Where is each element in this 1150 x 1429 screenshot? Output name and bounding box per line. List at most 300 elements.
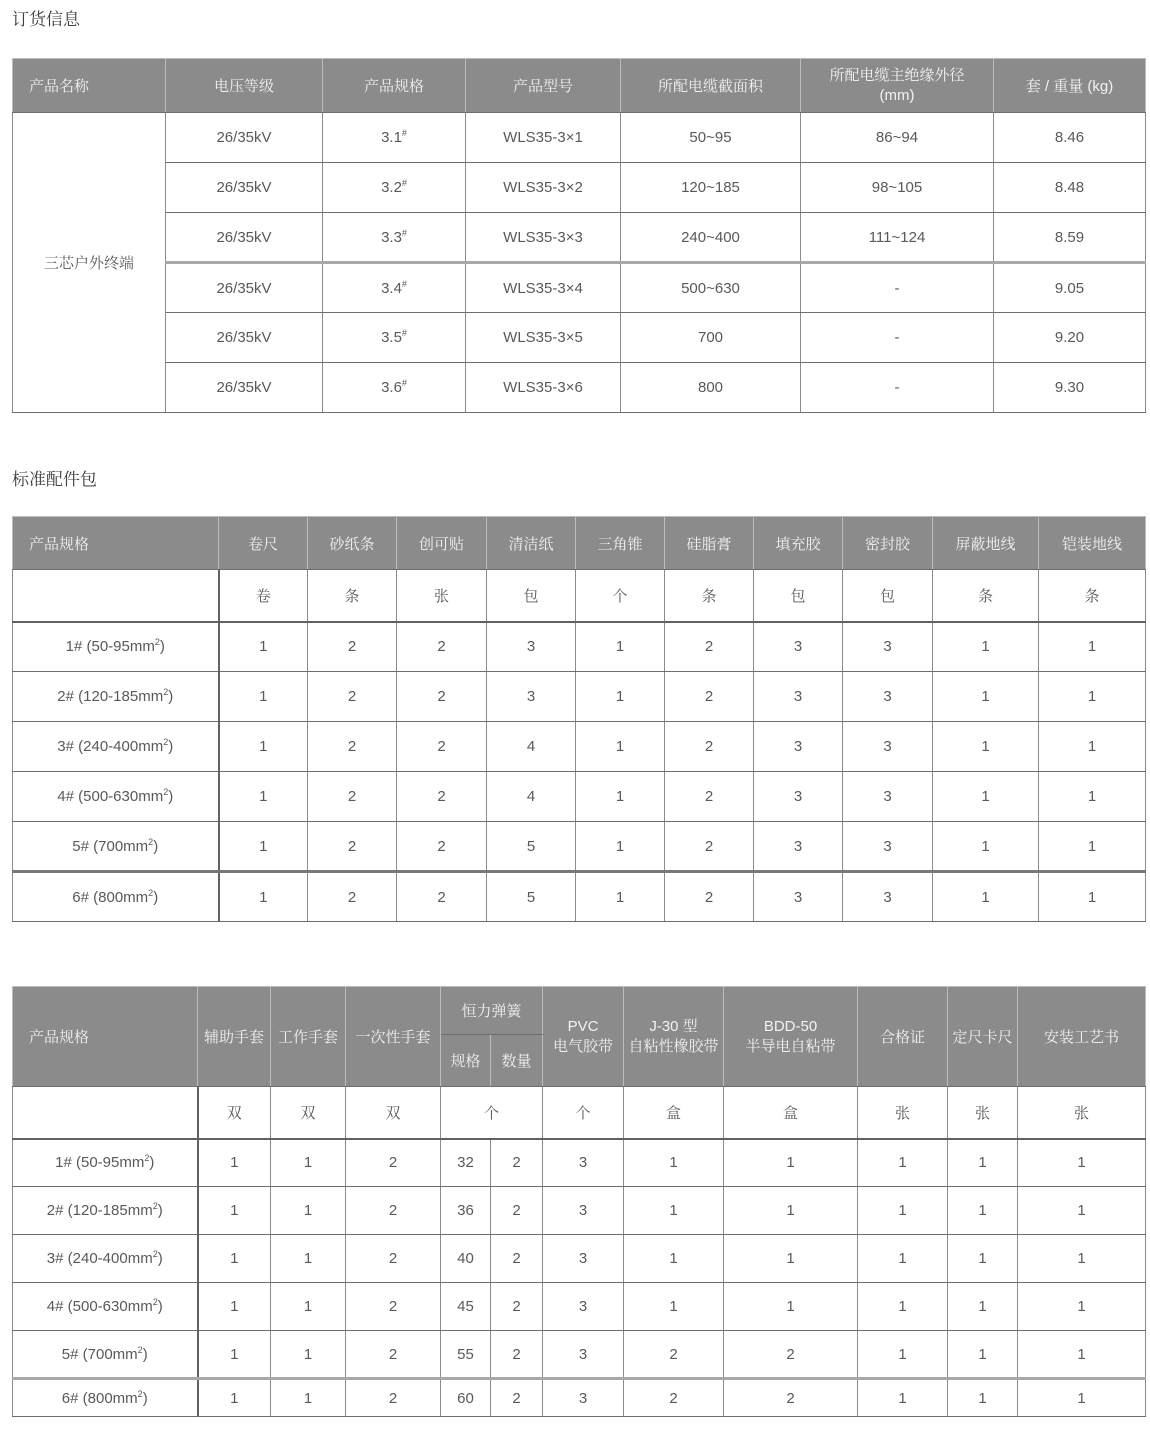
- value-cell: 1: [933, 822, 1039, 872]
- unit-cell: 双: [346, 1087, 441, 1139]
- table-row: [13, 1283, 1146, 1331]
- row-label: [13, 622, 219, 672]
- label-text: 5# (700mm: [61, 1345, 138, 1363]
- value-cell: 55: [441, 1331, 491, 1379]
- value-cell: 98~105: [801, 163, 994, 213]
- value-cell: 1: [933, 672, 1039, 722]
- value-cell: 1: [933, 622, 1039, 672]
- value-cell: 8.46: [994, 113, 1146, 163]
- col-header-work-gloves: 工作手套: [271, 987, 346, 1087]
- row-label: [13, 772, 219, 822]
- value-cell: 1: [1018, 1187, 1146, 1235]
- value-cell: 2: [491, 1139, 543, 1187]
- header-line1: PVC: [567, 1018, 599, 1035]
- value-cell: 1: [933, 772, 1039, 822]
- unit-cell: 盒: [724, 1087, 858, 1139]
- spec-superscript: #: [401, 128, 407, 138]
- value-cell: [323, 313, 466, 363]
- value-cell: 1: [576, 672, 665, 722]
- spec-superscript: #: [401, 227, 407, 238]
- table-row: [13, 163, 1146, 213]
- label-superscript: 2: [163, 737, 169, 747]
- value-cell: 1: [858, 1379, 948, 1417]
- value-cell: 3: [754, 872, 843, 922]
- header-row: [13, 517, 1146, 570]
- value-cell: 2: [397, 872, 487, 922]
- value-cell: 1: [219, 772, 308, 822]
- value-cell: 1: [948, 1235, 1018, 1283]
- value-cell: 1: [219, 872, 308, 922]
- label-text: ): [142, 1345, 148, 1363]
- value-cell: 3: [543, 1331, 624, 1379]
- col-header-cleaning-paper: 清洁纸: [487, 517, 576, 570]
- value-cell: 5: [487, 822, 576, 872]
- value-cell: 2: [665, 822, 754, 872]
- value-cell: 2: [346, 1283, 441, 1331]
- spec-base: 3.6: [381, 379, 402, 396]
- value-cell: WLS35-3×4: [466, 263, 621, 313]
- label-text: 3# (240-400mm: [46, 1250, 153, 1267]
- header-line2: 半导电自粘带: [745, 1037, 836, 1055]
- value-cell: 2: [308, 672, 397, 722]
- value-cell: 120~185: [621, 163, 801, 213]
- section-gap: [12, 922, 1145, 986]
- value-cell: 1: [1039, 722, 1146, 772]
- value-cell: 1: [1039, 822, 1146, 872]
- value-cell: 2: [624, 1379, 724, 1417]
- label-text: 3# (240-400mm: [57, 738, 164, 755]
- header-line1: BDD-50: [763, 1018, 818, 1035]
- value-cell: 2: [346, 1331, 441, 1379]
- value-cell: 3: [843, 622, 933, 672]
- value-cell: 2: [308, 822, 397, 872]
- value-cell: 111~124: [801, 213, 994, 263]
- unit-cell: 包: [754, 570, 843, 622]
- value-cell: 1: [624, 1187, 724, 1235]
- value-cell: 1: [858, 1235, 948, 1283]
- value-cell: 26/35kV: [166, 313, 323, 363]
- value-cell: 1: [219, 622, 308, 672]
- label-text: ): [168, 688, 174, 705]
- unit-cell: 张: [1018, 1087, 1146, 1139]
- col-header-bdd50-tape: [724, 987, 858, 1087]
- spec-base: 3.3: [381, 228, 402, 246]
- product-name-cell: 三芯户外终端: [13, 113, 166, 413]
- value-cell: 1: [1039, 772, 1146, 822]
- value-cell: 1: [271, 1235, 346, 1283]
- value-cell: 2: [665, 872, 754, 922]
- value-cell: 86~94: [801, 113, 994, 163]
- row-label: [13, 1187, 198, 1235]
- value-cell: 1: [219, 722, 308, 772]
- value-cell: 1: [724, 1139, 858, 1187]
- table-row: [13, 1331, 1146, 1379]
- value-cell: 2: [397, 672, 487, 722]
- col-header-filler-glue: 填充胶: [754, 517, 843, 570]
- standard-accessories-table: [12, 516, 1146, 922]
- spec-superscript: #: [401, 378, 407, 388]
- table-row: [13, 1139, 1146, 1187]
- value-cell: 2: [397, 822, 487, 872]
- col-header-insulation-od: [801, 59, 994, 113]
- col-header-sandpaper: 砂纸条: [308, 517, 397, 570]
- value-cell: 3: [754, 822, 843, 872]
- unit-cell: 张: [397, 570, 487, 622]
- value-cell: 1: [858, 1331, 948, 1379]
- value-cell: 1: [219, 672, 308, 722]
- value-cell: 1: [271, 1283, 346, 1331]
- value-cell: 800: [621, 363, 801, 413]
- label-text: ): [153, 837, 159, 855]
- value-cell: [323, 263, 466, 313]
- units-row: [13, 1087, 1146, 1139]
- value-cell: 4: [487, 772, 576, 822]
- value-cell: 2: [491, 1331, 543, 1379]
- value-cell: WLS35-3×5: [466, 313, 621, 363]
- header-line2: 电气胶带: [553, 1037, 614, 1055]
- blank-cell: [13, 1087, 198, 1139]
- value-cell: WLS35-3×3: [466, 213, 621, 263]
- label-text: ): [157, 1298, 163, 1315]
- row-label: [13, 672, 219, 722]
- col-header-certificate: 合格证: [858, 987, 948, 1087]
- header-row: [13, 59, 1146, 113]
- label-text: ): [157, 1250, 163, 1267]
- value-cell: 1: [933, 872, 1039, 922]
- unit-cell: 张: [858, 1087, 948, 1139]
- value-cell: 1: [948, 1379, 1018, 1417]
- col-header-sealant: 密封胶: [843, 517, 933, 570]
- label-superscript: 2: [152, 1297, 158, 1307]
- value-cell: 1: [271, 1139, 346, 1187]
- value-cell: [323, 113, 466, 163]
- spec-base: 3.2: [381, 179, 402, 196]
- header-line2: (mm): [879, 86, 915, 104]
- value-cell: 32: [441, 1139, 491, 1187]
- value-cell: 1: [198, 1139, 271, 1187]
- value-cell: 3: [754, 622, 843, 672]
- value-cell: 9.30: [994, 363, 1146, 413]
- table-row: [13, 1187, 1146, 1235]
- unit-cell: 卷: [219, 570, 308, 622]
- value-cell: 1: [198, 1331, 271, 1379]
- value-cell: 2: [665, 672, 754, 722]
- ordering-info-table: [12, 58, 1146, 413]
- label-text: 5# (700mm: [72, 837, 149, 855]
- value-cell: 2: [665, 772, 754, 822]
- label-text: 6# (800mm: [61, 1389, 138, 1407]
- value-cell: 1: [1018, 1379, 1146, 1417]
- label-superscript: 2: [154, 637, 160, 648]
- value-cell: 3: [487, 672, 576, 722]
- col-header-voltage: 电压等级: [166, 59, 323, 113]
- label-text: 4# (500-630mm: [46, 1298, 153, 1315]
- value-cell: 2: [346, 1379, 441, 1417]
- value-cell: 1: [1039, 872, 1146, 922]
- label-superscript: 2: [163, 787, 169, 797]
- value-cell: [323, 363, 466, 413]
- header-line2: 自粘性橡胶带: [628, 1037, 719, 1055]
- value-cell: 4: [487, 722, 576, 772]
- col-header-aux-gloves: 辅助手套: [198, 987, 271, 1087]
- value-cell: 2: [491, 1283, 543, 1331]
- value-cell: 1: [576, 872, 665, 922]
- value-cell: 2: [346, 1139, 441, 1187]
- label-text: 4# (500-630mm: [57, 788, 164, 805]
- header-line1: 所配电缆主绝缘外径: [829, 67, 965, 84]
- value-cell: 26/35kV: [166, 113, 323, 163]
- value-cell: 3: [543, 1139, 624, 1187]
- value-cell: 3: [843, 872, 933, 922]
- value-cell: 1: [1018, 1331, 1146, 1379]
- value-cell: 3: [754, 672, 843, 722]
- label-superscript: 2: [148, 887, 154, 898]
- value-cell: 1: [1018, 1235, 1146, 1283]
- value-cell: 700: [621, 313, 801, 363]
- table-row: [13, 213, 1146, 263]
- value-cell: 2: [346, 1235, 441, 1283]
- spec-superscript: #: [401, 328, 407, 338]
- spec-base: 3.5: [381, 329, 402, 346]
- table-row: [13, 113, 1146, 163]
- value-cell: 1: [576, 822, 665, 872]
- label-text: ): [157, 1202, 163, 1219]
- value-cell: 2: [491, 1235, 543, 1283]
- unit-cell: 个: [441, 1087, 543, 1139]
- value-cell: 8.59: [994, 213, 1146, 263]
- col-header-disposable-gloves: 一次性手套: [346, 987, 441, 1087]
- value-cell: 36: [441, 1187, 491, 1235]
- col-header-j30-rubber-tape: [624, 987, 724, 1087]
- value-cell: 2: [308, 722, 397, 772]
- value-cell: 1: [271, 1379, 346, 1417]
- value-cell: 1: [724, 1235, 858, 1283]
- label-text: ): [153, 888, 159, 906]
- value-cell: 2: [665, 722, 754, 772]
- value-cell: 500~630: [621, 263, 801, 313]
- value-cell: WLS35-3×1: [466, 113, 621, 163]
- label-text: ): [168, 788, 174, 805]
- label-superscript: 2: [163, 687, 169, 697]
- spec-base: 3.4: [381, 279, 402, 297]
- table-row: [13, 1379, 1146, 1417]
- value-cell: 1: [858, 1139, 948, 1187]
- value-cell: 1: [858, 1283, 948, 1331]
- value-cell: 3: [543, 1235, 624, 1283]
- value-cell: 1: [198, 1187, 271, 1235]
- row-label: [13, 872, 219, 922]
- blank-cell: [13, 570, 219, 622]
- row-label: [13, 822, 219, 872]
- value-cell: -: [801, 313, 994, 363]
- label-text: ): [149, 1154, 155, 1172]
- value-cell: 1: [1039, 622, 1146, 672]
- label-text: 2# (120-185mm: [57, 688, 164, 705]
- value-cell: 1: [198, 1235, 271, 1283]
- table-row: [13, 263, 1146, 313]
- label-superscript: 2: [137, 1344, 143, 1355]
- unit-cell: 个: [576, 570, 665, 622]
- unit-cell: 个: [543, 1087, 624, 1139]
- col-header-tape-measure: 卷尺: [219, 517, 308, 570]
- value-cell: 1: [1018, 1283, 1146, 1331]
- col-header-silicone-grease: 硅脂膏: [665, 517, 754, 570]
- unit-cell: 条: [308, 570, 397, 622]
- col-header-spring-qty: 数量: [491, 1035, 543, 1087]
- value-cell: 9.05: [994, 263, 1146, 313]
- value-cell: 1: [576, 722, 665, 772]
- value-cell: 50~95: [621, 113, 801, 163]
- value-cell: 1: [933, 722, 1039, 772]
- value-cell: 1: [624, 1283, 724, 1331]
- units-row: [13, 570, 1146, 622]
- table-row: [13, 1235, 1146, 1283]
- value-cell: 3: [543, 1187, 624, 1235]
- value-cell: 2: [346, 1187, 441, 1235]
- unit-cell: 双: [271, 1087, 346, 1139]
- col-header-install-manual: 安装工艺书: [1018, 987, 1146, 1087]
- value-cell: 1: [624, 1235, 724, 1283]
- value-cell: 3: [754, 722, 843, 772]
- col-header-spring-spec: 规格: [441, 1035, 491, 1087]
- label-text: ): [142, 1389, 148, 1407]
- value-cell: 3: [543, 1379, 624, 1417]
- table-row: [13, 872, 1146, 922]
- value-cell: 1: [271, 1187, 346, 1235]
- label-superscript: 2: [152, 1201, 158, 1211]
- unit-cell: 条: [1039, 570, 1146, 622]
- value-cell: 3: [843, 822, 933, 872]
- col-header-pvc-tape: [543, 987, 624, 1087]
- value-cell: 26/35kV: [166, 163, 323, 213]
- accessories-gloves-table: [12, 986, 1146, 1417]
- value-cell: -: [801, 263, 994, 313]
- value-cell: 5: [487, 872, 576, 922]
- label-superscript: 2: [152, 1249, 158, 1259]
- value-cell: 1: [198, 1379, 271, 1417]
- value-cell: 1: [576, 622, 665, 672]
- value-cell: WLS35-3×6: [466, 363, 621, 413]
- value-cell: 1: [948, 1139, 1018, 1187]
- col-header-cross-section: 所配电缆截面积: [621, 59, 801, 113]
- row-label: [13, 722, 219, 772]
- unit-cell: 条: [933, 570, 1039, 622]
- value-cell: 2: [397, 622, 487, 672]
- col-header-triangle-cone: 三角锥: [576, 517, 665, 570]
- col-header-bandaid: 创可贴: [397, 517, 487, 570]
- unit-cell: 张: [948, 1087, 1018, 1139]
- value-cell: 2: [724, 1379, 858, 1417]
- value-cell: 3: [843, 672, 933, 722]
- value-cell: 1: [858, 1187, 948, 1235]
- value-cell: 1: [576, 772, 665, 822]
- value-cell: 2: [397, 772, 487, 822]
- label-text: ): [168, 738, 174, 755]
- col-header-constant-force-spring: 恒力弹簧: [441, 987, 543, 1035]
- value-cell: 26/35kV: [166, 263, 323, 313]
- value-cell: 2: [665, 622, 754, 672]
- value-cell: 2: [308, 772, 397, 822]
- table-row: [13, 722, 1146, 772]
- value-cell: 1: [724, 1283, 858, 1331]
- value-cell: 3: [487, 622, 576, 672]
- value-cell: 3: [543, 1283, 624, 1331]
- label-text: 6# (800mm: [72, 888, 149, 906]
- value-cell: 240~400: [621, 213, 801, 263]
- col-header-spec: 产品规格: [13, 517, 219, 570]
- value-cell: 26/35kV: [166, 213, 323, 263]
- label-text: ): [159, 638, 165, 656]
- spec-superscript: #: [401, 278, 407, 289]
- value-cell: 1: [198, 1283, 271, 1331]
- value-cell: 8.48: [994, 163, 1146, 213]
- table-row: [13, 672, 1146, 722]
- col-header-caliper: 定尺卡尺: [948, 987, 1018, 1087]
- value-cell: 2: [308, 622, 397, 672]
- spec-base: 3.1: [381, 129, 402, 146]
- value-cell: 40: [441, 1235, 491, 1283]
- value-cell: 9.20: [994, 313, 1146, 363]
- value-cell: 2: [491, 1379, 543, 1417]
- header-row: [13, 987, 1146, 1035]
- value-cell: 1: [271, 1331, 346, 1379]
- label-superscript: 2: [148, 836, 154, 847]
- unit-cell: 双: [198, 1087, 271, 1139]
- unit-cell: 包: [487, 570, 576, 622]
- spec-superscript: #: [401, 178, 407, 188]
- value-cell: 2: [724, 1331, 858, 1379]
- value-cell: WLS35-3×2: [466, 163, 621, 213]
- value-cell: 1: [1018, 1139, 1146, 1187]
- value-cell: 1: [948, 1187, 1018, 1235]
- table-row: [13, 772, 1146, 822]
- value-cell: 3: [843, 722, 933, 772]
- row-label: [13, 1139, 198, 1187]
- value-cell: 1: [1039, 672, 1146, 722]
- value-cell: 2: [624, 1331, 724, 1379]
- label-superscript: 2: [137, 1388, 143, 1399]
- value-cell: 60: [441, 1379, 491, 1417]
- value-cell: 45: [441, 1283, 491, 1331]
- col-header-weight: 套 / 重量 (kg): [994, 59, 1146, 113]
- value-cell: 1: [624, 1139, 724, 1187]
- row-label: [13, 1283, 198, 1331]
- value-cell: 1: [948, 1331, 1018, 1379]
- label-text: 1# (50-95mm: [55, 1154, 145, 1172]
- label-text: 1# (50-95mm: [65, 638, 155, 656]
- col-header-product-name: 产品名称: [13, 59, 166, 113]
- col-header-model: 产品型号: [466, 59, 621, 113]
- row-label: [13, 1379, 198, 1417]
- table-row: [13, 822, 1146, 872]
- col-header-spec: 产品规格: [323, 59, 466, 113]
- header-line1: J-30 型: [649, 1018, 698, 1035]
- unit-cell: 包: [843, 570, 933, 622]
- section-title-ordering: 订货信息: [12, 10, 80, 29]
- value-cell: 1: [948, 1283, 1018, 1331]
- row-label: [13, 1235, 198, 1283]
- value-cell: 1: [219, 822, 308, 872]
- value-cell: 2: [308, 872, 397, 922]
- value-cell: 3: [843, 772, 933, 822]
- value-cell: 2: [491, 1187, 543, 1235]
- label-text: 2# (120-185mm: [46, 1202, 153, 1219]
- table-row: [13, 622, 1146, 672]
- value-cell: [323, 163, 466, 213]
- value-cell: [323, 213, 466, 263]
- row-label: [13, 1331, 198, 1379]
- unit-cell: 条: [665, 570, 754, 622]
